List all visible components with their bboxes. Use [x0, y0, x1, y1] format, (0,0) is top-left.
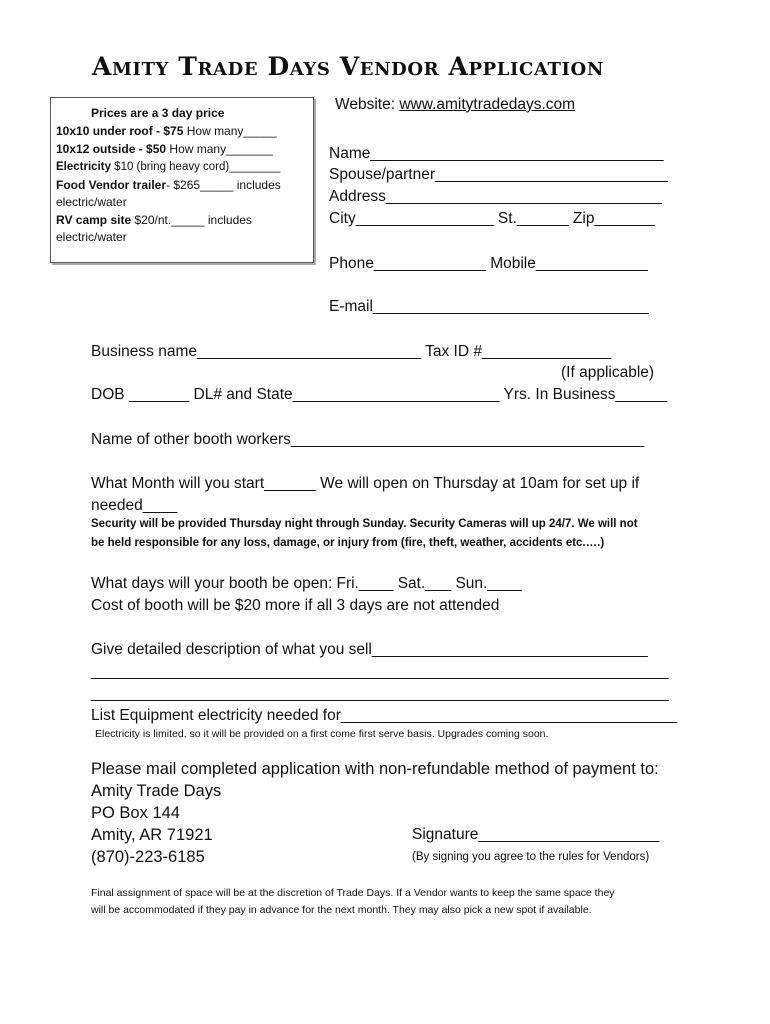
description-field[interactable]: Give detailed description of what you sell________________________________	[91, 641, 648, 658]
website-line	[335, 96, 575, 114]
description-blank-line-1[interactable]: ___________________________________________________________________	[91, 663, 669, 680]
price-line-food-vendor-cont: electric/water	[56, 195, 127, 209]
mail-instructions: Please mail completed application with non-refundable method of payment to:	[91, 760, 659, 778]
if-applicable-note: (If applicable)	[561, 364, 655, 381]
name-field[interactable]: Name__________________________________	[329, 145, 664, 162]
footer-line-2: will be accommodated if they pay in advance for the next month. They may also pick a new spot if available.	[91, 904, 592, 916]
price-line-10x10: 10x10 under roof - $75 How many_____	[56, 124, 277, 138]
signature-note: (By signing you agree to the rules for Vendors)	[412, 851, 650, 863]
days-open-field[interactable]: What days will your booth be open: Fri.____ Sat.___ Sun.____	[91, 575, 522, 592]
footer-line-1: Final assignment of space will be at the discretion of Trade Days. If a Vendor wants to keep the same space they	[91, 887, 615, 899]
security-note-line1: Security will be provided Thursday night through Sunday. Security Cameras will up 24/7. We will not	[91, 518, 638, 530]
start-month-field[interactable]: What Month will you start______ We will open on Thursday at 10am for set up if	[91, 475, 640, 492]
cost-note: Cost of booth will be $20 more if all 3 days are not attended	[91, 597, 500, 614]
mail-po-box: PO Box 144	[91, 804, 180, 822]
email-field[interactable]: E-mail________________________________	[329, 298, 649, 315]
description-blank-line-2[interactable]: ___________________________________________________________________	[91, 685, 669, 702]
website-link[interactable]: www.amitytradedays.com	[399, 96, 576, 113]
price-header: Prices are a 3 day price	[91, 106, 225, 120]
mail-city: Amity, AR 71921	[91, 826, 213, 844]
address-field[interactable]: Address________________________________	[329, 188, 662, 205]
start-month-field-cont[interactable]: needed____	[91, 497, 178, 514]
mail-name: Amity Trade Days	[91, 782, 222, 800]
business-taxid-field[interactable]: Business name__________________________ Tax ID #_______________	[91, 343, 612, 360]
price-line-food-vendor: Food Vendor trailer- $265_____ includes	[56, 178, 281, 192]
mail-phone: (870)-223-6185	[91, 848, 205, 866]
security-note-line2: be held responsible for any loss, damage, or injury from (fire, theft, weather, accidents etc.….)	[91, 537, 605, 549]
price-line-10x12: 10x12 outside - $50 How many_______	[56, 142, 273, 156]
website-label: Website:	[335, 96, 396, 113]
other-workers-field[interactable]: Name of other booth workers_________________________________________	[91, 431, 645, 448]
price-box	[50, 97, 314, 263]
price-line-electricity: Electricity $10 (bring heavy cord)________	[56, 161, 281, 173]
price-line-rv: RV camp site $20/nt._____ includes	[56, 213, 252, 227]
dob-dl-years-field[interactable]: DOB _______ DL# and State________________________ Yrs. In Business______	[91, 386, 668, 403]
equipment-field[interactable]: List Equipment electricity needed for_______________________________________	[91, 707, 678, 724]
page-title: Amity Trade Days Vendor Application	[92, 52, 604, 81]
spouse-field[interactable]: Spouse/partner___________________________	[329, 166, 668, 183]
price-line-rv-cont: electric/water	[56, 230, 127, 244]
signature-field[interactable]: Signature_____________________	[412, 826, 660, 843]
city-state-zip-field[interactable]: City________________ St.______ Zip_______	[329, 210, 655, 227]
phone-mobile-field[interactable]: Phone_____________ Mobile_____________	[329, 255, 648, 272]
electricity-note: Electricity is limited, so it will be provided on a first come first serve basis. Upgrades coming soon.	[95, 728, 549, 740]
